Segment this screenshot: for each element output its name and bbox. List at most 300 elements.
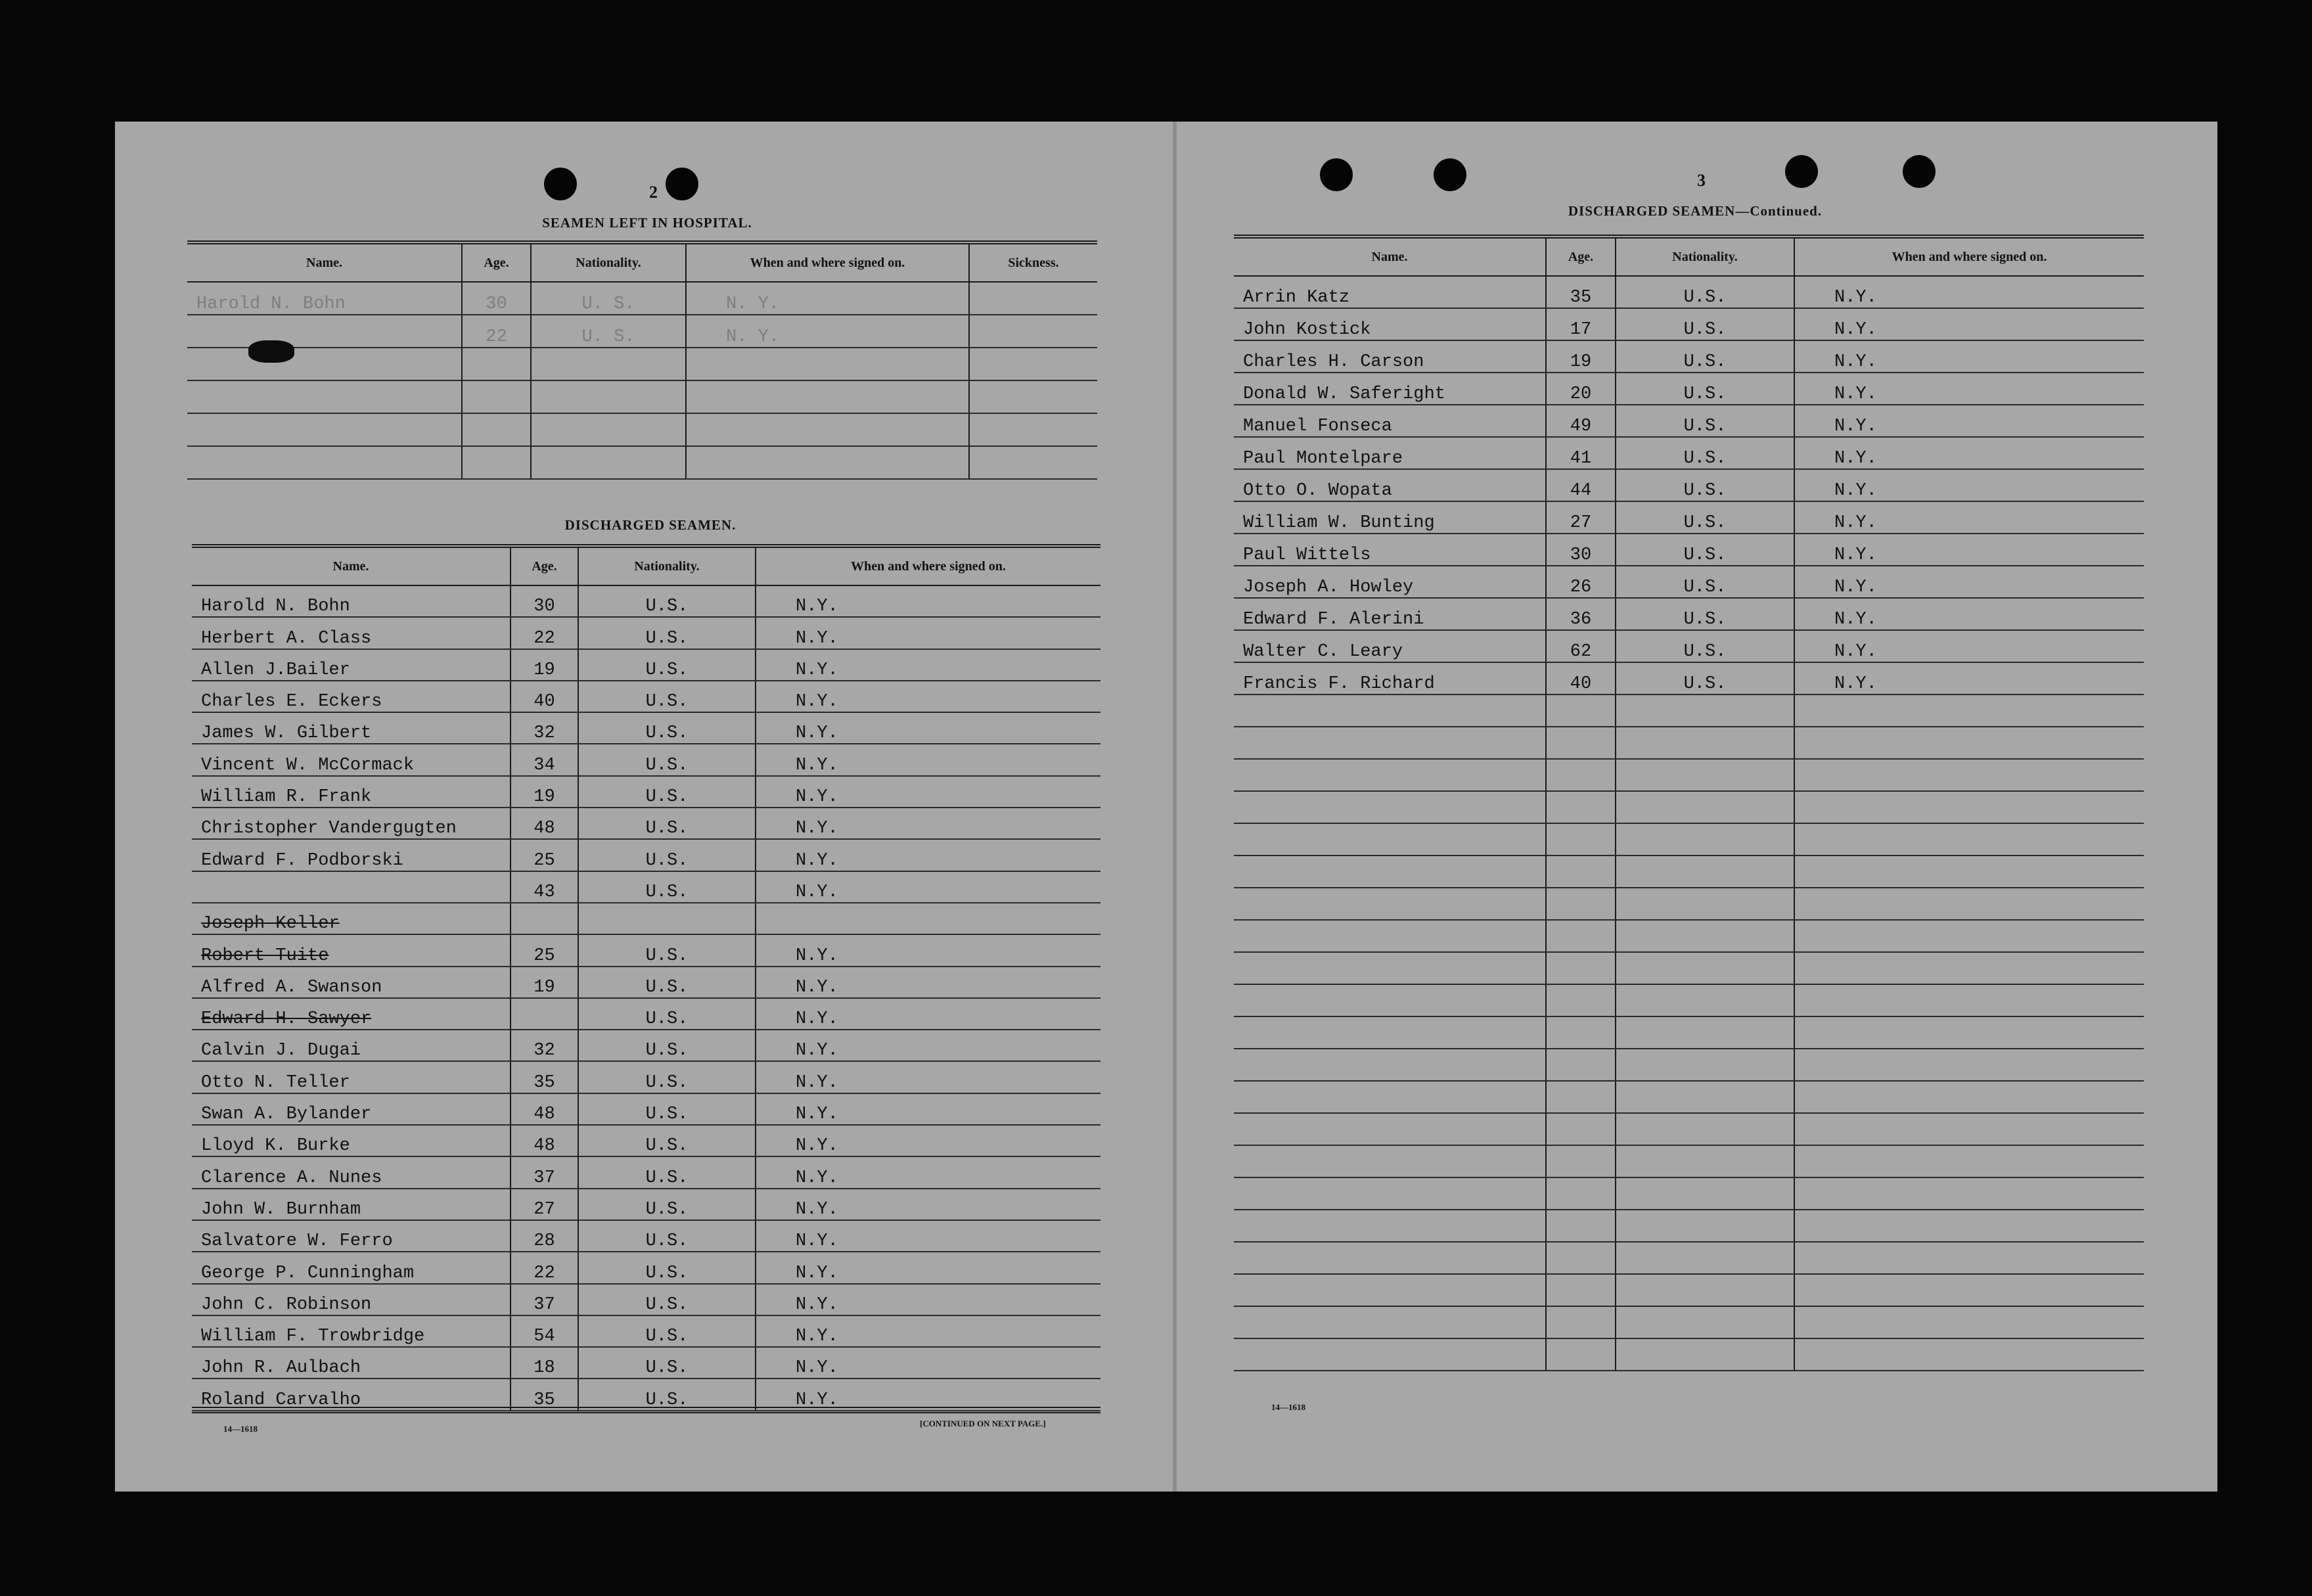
- nationality-cell: U.S.: [1616, 662, 1794, 695]
- nationality-cell: [531, 348, 686, 380]
- nationality-cell: [531, 446, 686, 479]
- blank-cell: [1794, 1177, 2144, 1210]
- blank-row: [1234, 1049, 2144, 1081]
- age-cell: [462, 413, 531, 446]
- table-row: [187, 380, 1097, 413]
- table-row: [187, 282, 1097, 315]
- discharged-section-title: DISCHARGED SEAMEN.: [564, 517, 737, 533]
- age-cell: 27: [1546, 501, 1616, 534]
- blank-row: [1234, 1338, 2144, 1371]
- signed-on-cell: N.Y.: [756, 1125, 1100, 1156]
- signed-on-cell: N.Y.: [1794, 469, 2144, 501]
- table-row: [192, 1156, 1100, 1188]
- column-header: When and where signed on.: [1794, 237, 2144, 276]
- signed-on-cell: [686, 413, 969, 446]
- table-row: [1234, 630, 2144, 662]
- blank-cell: [1616, 791, 1794, 823]
- blank-cell: [1546, 952, 1616, 984]
- name-cell: Manuel Fonseca: [1234, 405, 1546, 437]
- table-row: [192, 649, 1100, 681]
- age-cell: 22: [510, 617, 578, 649]
- signed-on-cell: N. Y.: [686, 315, 969, 348]
- sickness-cell: [969, 446, 1097, 479]
- column-header: Sickness.: [969, 242, 1097, 282]
- signed-on-cell: N.Y.: [1794, 308, 2144, 340]
- name-cell: Joseph A. Howley: [1234, 566, 1546, 598]
- age-cell: 35: [510, 1061, 578, 1093]
- blank-cell: [1546, 1338, 1616, 1371]
- table-row: [192, 1347, 1100, 1379]
- nationality-cell: U.S.: [1616, 566, 1794, 598]
- age-cell: [462, 380, 531, 413]
- page-number: 2: [649, 183, 658, 202]
- signed-on-cell: N.Y.: [756, 1315, 1100, 1347]
- name-cell: John W. Burnham: [192, 1189, 510, 1220]
- nationality-cell: U.S.: [578, 1189, 756, 1220]
- table-row: [1234, 469, 2144, 501]
- nationality-cell: U.S.: [578, 1061, 756, 1093]
- signed-on-cell: N.Y.: [756, 1379, 1100, 1410]
- signed-on-cell: N.Y.: [1794, 373, 2144, 405]
- nationality-cell: U.S.: [578, 808, 756, 839]
- age-cell: 22: [462, 315, 531, 348]
- signed-on-cell: N.Y.: [1794, 566, 2144, 598]
- table-row: [192, 1220, 1100, 1252]
- sickness-cell: [969, 315, 1097, 348]
- nationality-cell: U.S.: [1616, 276, 1794, 308]
- name-cell: Robert Tuite: [192, 934, 510, 966]
- page-number: 3: [1697, 171, 1706, 190]
- signed-on-cell: N.Y.: [756, 617, 1100, 649]
- age-cell: 27: [510, 1189, 578, 1220]
- nationality-cell: U.S.: [1616, 437, 1794, 469]
- nationality-cell: U. S.: [531, 315, 686, 348]
- table-row: [192, 903, 1100, 934]
- blank-cell: [1234, 1049, 1546, 1081]
- signed-on-cell: N.Y.: [1794, 662, 2144, 695]
- age-cell: 40: [1546, 662, 1616, 695]
- signed-on-cell: [686, 380, 969, 413]
- age-cell: 22: [510, 1252, 578, 1283]
- age-cell: 48: [510, 1093, 578, 1125]
- nationality-cell: [578, 903, 756, 934]
- table-row: [192, 1093, 1100, 1125]
- table-row: [192, 681, 1100, 712]
- name-cell: Otto O. Wopata: [1234, 469, 1546, 501]
- discharged-table: [192, 544, 1100, 1411]
- blank-cell: [1234, 759, 1546, 791]
- column-header: Name.: [187, 242, 462, 282]
- name-cell: Francis F. Richard: [1234, 662, 1546, 695]
- punch-hole: [544, 168, 577, 200]
- signed-on-cell: [686, 348, 969, 380]
- nationality-cell: U.S.: [578, 776, 756, 808]
- table-row: [187, 413, 1097, 446]
- signed-on-cell: N.Y.: [1794, 437, 2144, 469]
- name-cell: William R. Frank: [192, 776, 510, 808]
- name-cell: Christopher Vandergugten: [192, 808, 510, 839]
- blank-cell: [1546, 1274, 1616, 1306]
- column-header: When and where signed on.: [686, 242, 969, 282]
- name-cell: William W. Bunting: [1234, 501, 1546, 534]
- blank-cell: [1616, 1177, 1794, 1210]
- blank-row: [1234, 1210, 2144, 1242]
- table-row: [192, 1030, 1100, 1061]
- age-cell: 40: [510, 681, 578, 712]
- nationality-cell: U.S.: [578, 1379, 756, 1410]
- punch-hole: [1785, 155, 1818, 188]
- blank-cell: [1546, 1242, 1616, 1274]
- table-row: [1234, 437, 2144, 469]
- blank-cell: [1234, 1145, 1546, 1177]
- name-cell: Roland Carvalho: [192, 1379, 510, 1410]
- name-cell: Vincent W. McCormack: [192, 744, 510, 775]
- sickness-cell: [969, 282, 1097, 315]
- name-cell: [187, 413, 462, 446]
- continued-note: [CONTINUED ON NEXT PAGE.]: [920, 1419, 1046, 1428]
- age-cell: [510, 998, 578, 1030]
- name-cell: Allen J.Bailer: [192, 649, 510, 681]
- table-row: [192, 839, 1100, 871]
- age-cell: 25: [510, 839, 578, 871]
- ink-blot: [248, 340, 294, 363]
- blank-cell: [1616, 1338, 1794, 1371]
- table-row: [192, 585, 1100, 617]
- name-cell: Alfred A. Swanson: [192, 967, 510, 998]
- age-cell: 19: [1546, 340, 1616, 373]
- nationality-cell: U.S.: [578, 1156, 756, 1188]
- blank-cell: [1616, 984, 1794, 1016]
- name-cell: Harold N. Bohn: [187, 282, 462, 315]
- signed-on-cell: N.Y.: [756, 1189, 1100, 1220]
- nationality-cell: U.S.: [578, 1093, 756, 1125]
- name-cell: Edward H. Sawyer: [192, 998, 510, 1030]
- nationality-cell: [531, 413, 686, 446]
- table-row: [187, 348, 1097, 380]
- blank-cell: [1616, 855, 1794, 888]
- age-cell: 30: [1546, 534, 1616, 566]
- age-cell: 35: [1546, 276, 1616, 308]
- signed-on-cell: N.Y.: [756, 871, 1100, 903]
- table-row: [192, 934, 1100, 966]
- name-cell: [187, 348, 462, 380]
- form-number: 14—1618: [223, 1424, 258, 1434]
- nationality-cell: U.S.: [578, 681, 756, 712]
- blank-cell: [1546, 695, 1616, 727]
- blank-cell: [1794, 920, 2144, 952]
- age-cell: 17: [1546, 308, 1616, 340]
- blank-cell: [1616, 952, 1794, 984]
- name-cell: Herbert A. Class: [192, 617, 510, 649]
- age-cell: 32: [510, 712, 578, 744]
- signed-on-cell: [686, 446, 969, 479]
- blank-cell: [1794, 1210, 2144, 1242]
- nationality-cell: U.S.: [1616, 373, 1794, 405]
- table-header-row: [192, 546, 1100, 585]
- nationality-cell: U.S.: [578, 967, 756, 998]
- signed-on-cell: N.Y.: [756, 649, 1100, 681]
- blank-row: [1234, 984, 2144, 1016]
- signed-on-cell: N.Y.: [756, 998, 1100, 1030]
- name-cell: [187, 315, 462, 348]
- name-cell: Clarence A. Nunes: [192, 1156, 510, 1188]
- nationality-cell: U.S.: [578, 1252, 756, 1283]
- blank-cell: [1546, 1306, 1616, 1338]
- blank-cell: [1794, 984, 2144, 1016]
- blank-cell: [1546, 920, 1616, 952]
- blank-cell: [1616, 1306, 1794, 1338]
- blank-row: [1234, 759, 2144, 791]
- table-row: [192, 744, 1100, 775]
- signed-on-cell: [756, 903, 1100, 934]
- blank-cell: [1546, 1177, 1616, 1210]
- discharged-continued-title: DISCHARGED SEAMEN—Continued.: [1568, 203, 1823, 219]
- blank-cell: [1616, 823, 1794, 855]
- table-row: [1234, 598, 2144, 630]
- name-cell: Salvatore W. Ferro: [192, 1220, 510, 1252]
- name-cell: John R. Aulbach: [192, 1347, 510, 1379]
- blank-cell: [1794, 823, 2144, 855]
- name-cell: John Kostick: [1234, 308, 1546, 340]
- blank-cell: [1234, 984, 1546, 1016]
- punch-hole: [1903, 155, 1936, 188]
- signed-on-cell: N.Y.: [756, 1093, 1100, 1125]
- blank-row: [1234, 695, 2144, 727]
- blank-row: [1234, 855, 2144, 888]
- name-cell: Donald W. Saferight: [1234, 373, 1546, 405]
- blank-cell: [1546, 727, 1616, 759]
- name-cell: Paul Wittels: [1234, 534, 1546, 566]
- age-cell: 26: [1546, 566, 1616, 598]
- signed-on-cell: N.Y.: [1794, 276, 2144, 308]
- age-cell: 62: [1546, 630, 1616, 662]
- blank-cell: [1616, 727, 1794, 759]
- age-cell: [462, 348, 531, 380]
- blank-row: [1234, 1145, 2144, 1177]
- name-cell: Walter C. Leary: [1234, 630, 1546, 662]
- blank-cell: [1234, 855, 1546, 888]
- sickness-cell: [969, 348, 1097, 380]
- table-row: [192, 808, 1100, 839]
- nationality-cell: U.S.: [578, 934, 756, 966]
- blank-cell: [1234, 1016, 1546, 1049]
- name-cell: [187, 380, 462, 413]
- page-fold: [1173, 122, 1177, 1492]
- blank-row: [1234, 727, 2144, 759]
- blank-cell: [1234, 888, 1546, 920]
- table-row: [1234, 662, 2144, 695]
- age-cell: 37: [510, 1156, 578, 1188]
- name-cell: Swan A. Bylander: [192, 1093, 510, 1125]
- blank-cell: [1616, 1049, 1794, 1081]
- name-cell: John C. Robinson: [192, 1284, 510, 1315]
- nationality-cell: U.S.: [1616, 340, 1794, 373]
- signed-on-cell: N.Y.: [756, 712, 1100, 744]
- name-cell: Calvin J. Dugai: [192, 1030, 510, 1061]
- column-header: Age.: [510, 546, 578, 585]
- blank-row: [1234, 1242, 2144, 1274]
- signed-on-cell: N.Y.: [756, 967, 1100, 998]
- nationality-cell: U.S.: [578, 585, 756, 617]
- punch-hole: [1434, 158, 1466, 191]
- table-row: [1234, 308, 2144, 340]
- blank-cell: [1794, 1016, 2144, 1049]
- nationality-cell: U.S.: [578, 617, 756, 649]
- blank-cell: [1794, 1049, 2144, 1081]
- signed-on-cell: N.Y.: [756, 1030, 1100, 1061]
- blank-row: [1234, 823, 2144, 855]
- column-header: Age.: [462, 242, 531, 282]
- column-header: When and where signed on.: [756, 546, 1100, 585]
- age-cell: 19: [510, 776, 578, 808]
- column-header: Nationality.: [578, 546, 756, 585]
- age-cell: 32: [510, 1030, 578, 1061]
- age-cell: 28: [510, 1220, 578, 1252]
- name-cell: Otto N. Teller: [192, 1061, 510, 1093]
- table-row: [192, 712, 1100, 744]
- table-row: [1234, 566, 2144, 598]
- blank-cell: [1546, 823, 1616, 855]
- age-cell: [462, 446, 531, 479]
- signed-on-cell: N.Y.: [756, 776, 1100, 808]
- table-row: [192, 1284, 1100, 1315]
- blank-row: [1234, 791, 2144, 823]
- name-cell: Charles E. Eckers: [192, 681, 510, 712]
- blank-cell: [1794, 1145, 2144, 1177]
- signed-on-cell: N.Y.: [756, 1156, 1100, 1188]
- age-cell: 54: [510, 1315, 578, 1347]
- table-row: [1234, 340, 2144, 373]
- nationality-cell: U.S.: [578, 871, 756, 903]
- blank-cell: [1616, 920, 1794, 952]
- age-cell: 18: [510, 1347, 578, 1379]
- signed-on-cell: N.Y.: [1794, 598, 2144, 630]
- nationality-cell: U.S.: [1616, 598, 1794, 630]
- table-row: [192, 776, 1100, 808]
- blank-row: [1234, 1113, 2144, 1145]
- nationality-cell: U.S.: [1616, 308, 1794, 340]
- table-header-row: [1234, 237, 2144, 276]
- nationality-cell: U.S.: [578, 1284, 756, 1315]
- table-row: [1234, 405, 2144, 437]
- column-header: Nationality.: [1616, 237, 1794, 276]
- blank-cell: [1234, 823, 1546, 855]
- name-cell: James W. Gilbert: [192, 712, 510, 744]
- blank-row: [1234, 920, 2144, 952]
- nationality-cell: U.S.: [578, 1030, 756, 1061]
- name-cell: Charles H. Carson: [1234, 340, 1546, 373]
- table-row: [192, 1315, 1100, 1347]
- table-row: [1234, 276, 2144, 308]
- blank-row: [1234, 1016, 2144, 1049]
- signed-on-cell: N.Y.: [1794, 405, 2144, 437]
- age-cell: 36: [1546, 598, 1616, 630]
- signed-on-cell: N.Y.: [756, 1347, 1100, 1379]
- blank-cell: [1546, 791, 1616, 823]
- signed-on-cell: N.Y.: [1794, 340, 2144, 373]
- column-header: Nationality.: [531, 242, 686, 282]
- blank-cell: [1794, 1306, 2144, 1338]
- signed-on-cell: N. Y.: [686, 282, 969, 315]
- age-cell: 19: [510, 967, 578, 998]
- blank-row: [1234, 952, 2144, 984]
- blank-cell: [1546, 1145, 1616, 1177]
- blank-row: [1234, 1306, 2144, 1338]
- blank-row: [1234, 888, 2144, 920]
- blank-cell: [1234, 1274, 1546, 1306]
- nationality-cell: U.S.: [578, 649, 756, 681]
- signed-on-cell: N.Y.: [756, 1220, 1100, 1252]
- age-cell: [510, 903, 578, 934]
- nationality-cell: U.S.: [578, 1315, 756, 1347]
- blank-cell: [1616, 1145, 1794, 1177]
- table-row: [187, 315, 1097, 348]
- blank-cell: [1794, 1242, 2144, 1274]
- blank-cell: [1616, 759, 1794, 791]
- blank-cell: [1234, 1081, 1546, 1113]
- blank-cell: [1794, 1274, 2144, 1306]
- age-cell: 41: [1546, 437, 1616, 469]
- form-number: 14—1618: [1271, 1402, 1305, 1412]
- blank-cell: [1794, 888, 2144, 920]
- blank-cell: [1546, 759, 1616, 791]
- blank-cell: [1794, 791, 2144, 823]
- blank-cell: [1234, 1242, 1546, 1274]
- blank-cell: [1616, 1016, 1794, 1049]
- name-cell: Arrin Katz: [1234, 276, 1546, 308]
- signed-on-cell: N.Y.: [756, 1252, 1100, 1283]
- blank-row: [1234, 1177, 2144, 1210]
- signed-on-cell: N.Y.: [1794, 630, 2144, 662]
- table-row: [192, 617, 1100, 649]
- blank-cell: [1794, 1338, 2144, 1371]
- blank-cell: [1616, 1210, 1794, 1242]
- nationality-cell: U.S.: [578, 712, 756, 744]
- sickness-cell: [969, 380, 1097, 413]
- blank-cell: [1794, 855, 2144, 888]
- blank-cell: [1546, 1049, 1616, 1081]
- name-cell: Joseph Keller: [192, 903, 510, 934]
- blank-cell: [1546, 1016, 1616, 1049]
- table-row: [192, 967, 1100, 998]
- column-header: Name.: [192, 546, 510, 585]
- age-cell: 19: [510, 649, 578, 681]
- age-cell: 30: [462, 282, 531, 315]
- table-row: [1234, 534, 2144, 566]
- blank-cell: [1234, 1210, 1546, 1242]
- blank-cell: [1546, 888, 1616, 920]
- table-row: [192, 1061, 1100, 1093]
- blank-cell: [1616, 1274, 1794, 1306]
- blank-cell: [1794, 695, 2144, 727]
- name-cell: Paul Montelpare: [1234, 437, 1546, 469]
- blank-row: [1234, 1081, 2144, 1113]
- blank-cell: [1546, 984, 1616, 1016]
- signed-on-cell: N.Y.: [1794, 534, 2144, 566]
- age-cell: 25: [510, 934, 578, 966]
- table-row: [1234, 373, 2144, 405]
- nationality-cell: [531, 380, 686, 413]
- blank-cell: [1546, 855, 1616, 888]
- signed-on-cell: N.Y.: [1794, 501, 2144, 534]
- age-cell: 48: [510, 808, 578, 839]
- nationality-cell: U.S.: [578, 998, 756, 1030]
- signed-on-cell: N.Y.: [756, 1061, 1100, 1093]
- table-bottom-rule: [192, 1407, 1100, 1413]
- blank-cell: [1616, 1242, 1794, 1274]
- age-cell: 49: [1546, 405, 1616, 437]
- table-header-row: [187, 242, 1097, 282]
